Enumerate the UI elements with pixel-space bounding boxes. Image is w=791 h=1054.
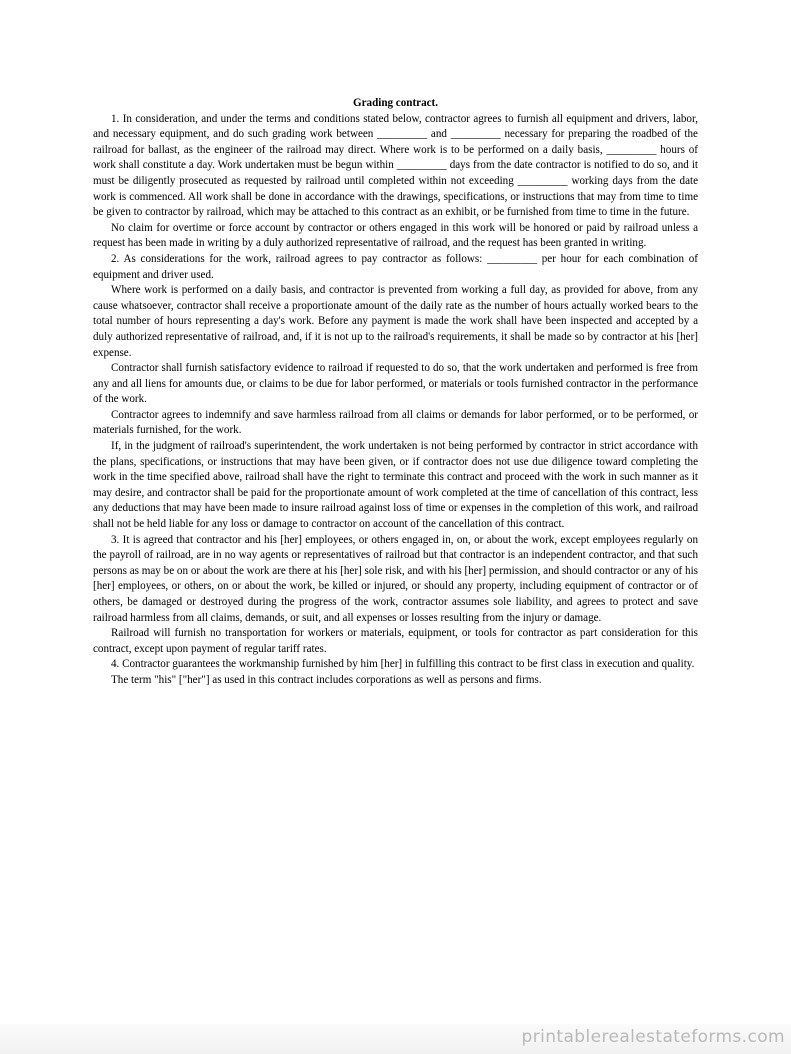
- paragraph-4: Where work is performed on a daily basis, and contractor is prevented from working a full day, as provided for above, from any cause whatsoever, contractor shall receive a proportionate amount of the daily rate as the number of hours actually worked bears to the total number of hours representing a day's work. Before any payment is made the work shall have been inspected and accepted by a duly authorized representative of railroad, and, if it is not up to the railroad's requirements, it shall be made so by contractor at his [her] expense.: [93, 284, 698, 359]
- paragraph-10: 4. Contractor guarantees the workmanship furnished by him [her] in fulfilling this contract to be first class in execution and quality.: [111, 658, 695, 671]
- footer-watermark: printablerealestateforms.com: [521, 1027, 785, 1047]
- paragraph-8: 3. It is agreed that contractor and his [her] employees, or others engaged in, on, or about the work, except employees regularly on the payroll of railroad, are in no way agents or representatives of railroad but that contractor is an independent contractor, and that such persons as may be on or about the work are there at his [her] sole risk, and with his [her] permission, and should contractor or any of his [her] employees, or others, on or about the work, be killed or injured, or should any property, including equipment of contractor or of others, be damaged or destroyed during the progress of the work, contractor assumes sole liability, and agrees to protect and save railroad harmless from all claims, demands, or suit, and all expenses or losses resulting from the injury or damage.: [93, 533, 698, 624]
- contract-body: [93, 96, 698, 689]
- paragraph-1: 1. In consideration, and under the terms and conditions stated below, contractor agrees to furnish all equipment and drivers, labor, and necessary equipment, and do such grading work between _________ and _________ necessary for preparing the roadbed of the railroad for ballast, as the engineer of the railroad may direct. Where work is to be performed on a daily basis, _________ hours of work shall constitute a day. Work undertaken must be begun within _________ days from the date contractor is notified to do so, and it must be diligently prosecuted as requested by railroad until completed within not exceeding _________ working days from the date work is commenced. All work shall be done in accordance with the drawings, specifications, or instructions that may from time to time be given to contractor by railroad, which may be attached to this contract as an exhibit, or be furnished from time to time in the future.: [93, 112, 698, 219]
- document-title: Grading contract.: [352, 97, 439, 109]
- paragraph-6: Contractor agrees to indemnify and save harmless railroad from all claims or demands for labor performed, or to be performed, or materials furnished, for the work.: [93, 408, 698, 437]
- paragraph-11: The term "his" ["her"] as used in this contract includes corporations as well as persons and firms.: [111, 673, 542, 686]
- paragraph-5: Contractor shall furnish satisfactory evidence to railroad if requested to do so, that the work undertaken and performed is free from any and all liens for amounts due, or claims to be due for labor performed, or materials or tools furnished contractor in the performance of the work.: [93, 362, 698, 406]
- paragraph-9: Railroad will furnish no transportation for workers or materials, equipment, or tools for contractor as part consideration for this contract, except upon payment of regular tariff rates.: [93, 627, 698, 655]
- paragraph-7: If, in the judgment of railroad's superintendent, the work undertaken is not being performed by contractor in strict accordance with the plans, specifications, or instructions that may have been given, or if contractor does not use due diligence toward completing the work in the time specified above, railroad shall have the right to terminate this contract and proceed with the work in such manner as it may desire, and contractor shall be paid for the proportionate amount of work completed at the time of cancellation of this contract, less any deductions that may have been made to insure railroad against loss of time or expenses in the completion of this work, and railroad shall not be held liable for any loss or damage to contractor on account of the cancellation of this contract.: [93, 440, 698, 531]
- paragraph-3: 2. As considerations for the work, railroad agrees to pay contractor as follows: _________ per hour for each combination of equipment and driver used.: [93, 252, 698, 281]
- paragraph-2: No claim for overtime or force account by contractor or others engaged in this work will be honored or paid by railroad unless a request has been made in writing by a duly authorized representative of railroad, and the request has been granted in writing.: [93, 221, 698, 250]
